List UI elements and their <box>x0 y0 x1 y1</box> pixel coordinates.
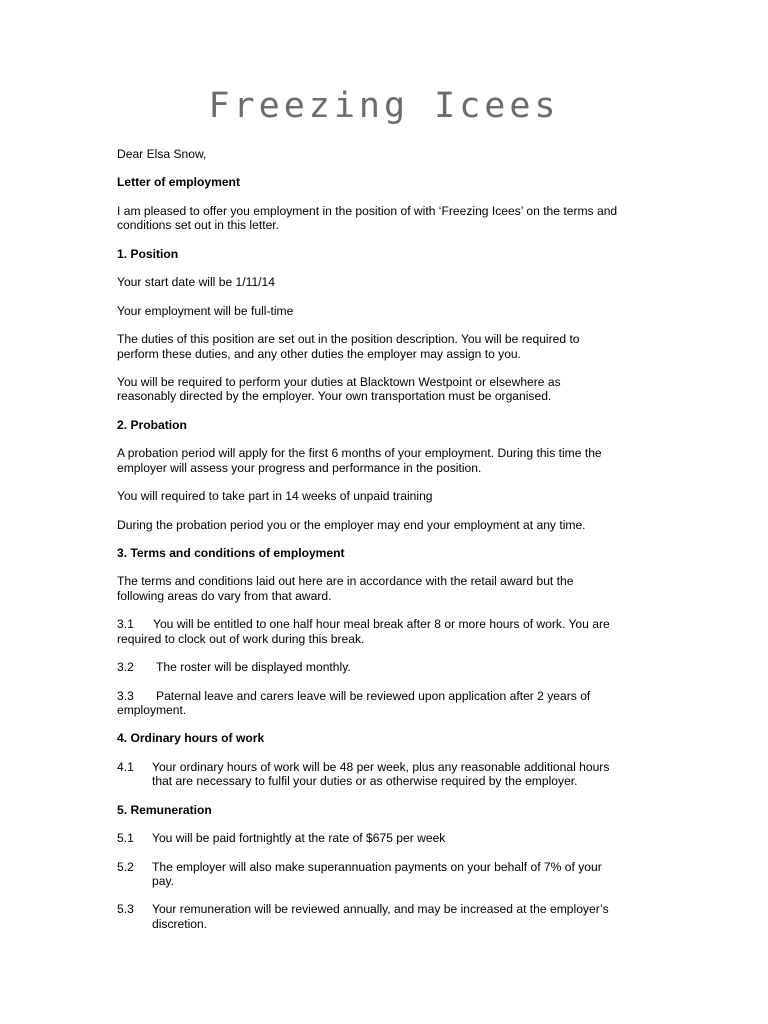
probation-period-paragraph <box>117 446 657 475</box>
duties-line: perform these duties, and any other duties the employer may assign to you. <box>117 346 522 361</box>
clause-4-1 <box>117 760 657 789</box>
clause-number: 4.1 <box>117 759 134 774</box>
intro-paragraph <box>117 204 657 233</box>
section-heading-terms: 3. Terms and conditions of employment <box>117 546 345 560</box>
location-line: reasonably directed by the employer. Your own transportation must be organised. <box>117 389 552 404</box>
training-paragraph: You will required to take part in 14 weeks of unpaid training <box>117 489 433 504</box>
section-heading-position: 1. Position <box>117 246 179 261</box>
clause-line: Your ordinary hours of work will be 48 per week, plus any reasonable additional hours <box>152 759 610 774</box>
clause-line: You will be paid fortnightly at the rate of $675 per week <box>152 831 446 846</box>
employment-type-paragraph: Your employment will be full-time <box>117 303 294 318</box>
clause-number: 5.3 <box>117 902 134 917</box>
clause-number: 3.2 <box>117 660 134 675</box>
terms-intro-line: following areas do vary from that award. <box>117 588 332 603</box>
letter-body <box>117 147 657 945</box>
section-heading-probation: 2. Probation <box>117 417 187 432</box>
clause-line: Your remuneration will be reviewed annually, and may be increased at the employer’s <box>152 902 609 917</box>
letter-subject: Letter of employment <box>117 175 240 190</box>
section-heading-hours: 4. Ordinary hours of work <box>117 731 265 746</box>
terms-intro-line: The terms and conditions laid out here are in accordance with the retail award but the <box>117 574 574 589</box>
clause-number: 3.1 <box>117 617 134 632</box>
terms-intro-paragraph <box>117 574 657 603</box>
clause-line: You will be entitled to one half hour meal break after 8 or more hours of work. You are <box>153 617 610 632</box>
duties-line: The duties of this position are set out in the position description. You will be required to <box>117 332 580 347</box>
start-date-paragraph: Your start date will be 1/11/14 <box>117 275 275 290</box>
clause-5-1 <box>117 831 657 845</box>
clause-line: required to clock out of work during this break. <box>117 631 365 646</box>
clause-number: 3.3 <box>117 688 134 703</box>
probation-line: employer will assess your progress and performance in the position. <box>117 460 482 475</box>
duties-paragraph <box>117 332 657 361</box>
clause-line: The employer will also make superannuation payments on your behalf of 7% of your <box>152 859 602 874</box>
clause-5-2 <box>117 860 657 889</box>
clause-line: Paternal leave and carers leave will be reviewed upon application after 2 years of <box>156 688 591 703</box>
section-heading-remuneration: 5. Remuneration <box>117 802 212 817</box>
clause-3-2 <box>117 660 657 674</box>
clause-3-1 <box>117 617 657 646</box>
probation-ending-paragraph: During the probation period you or the employer may end your employment at any time. <box>117 517 586 532</box>
clause-3-3 <box>117 689 657 718</box>
clause-number: 5.2 <box>117 859 134 874</box>
company-title: Freezing Icees <box>208 86 560 126</box>
clause-number: 5.1 <box>117 831 134 846</box>
clause-5-3 <box>117 902 657 931</box>
intro-line: I am pleased to offer you employment in the position of with ‘Freezing Icees’ on the terms and <box>117 203 618 218</box>
clause-line: employment. <box>117 702 187 717</box>
location-line: You will be required to perform your duties at Blacktown Westpoint or elsewhere as <box>117 374 561 389</box>
salutation: Dear Elsa Snow, <box>117 147 207 161</box>
clause-line: pay. <box>152 873 174 888</box>
intro-line: conditions set out in this letter. <box>117 218 280 233</box>
location-paragraph <box>117 375 657 404</box>
probation-line: A probation period will apply for the first 6 months of your employment. During this time the <box>117 446 602 461</box>
clause-line: The roster will be displayed monthly. <box>156 660 351 675</box>
clause-line: that are necessary to fulfil your duties or as otherwise required by the employer. <box>152 774 578 789</box>
clause-line: discretion. <box>152 916 208 931</box>
